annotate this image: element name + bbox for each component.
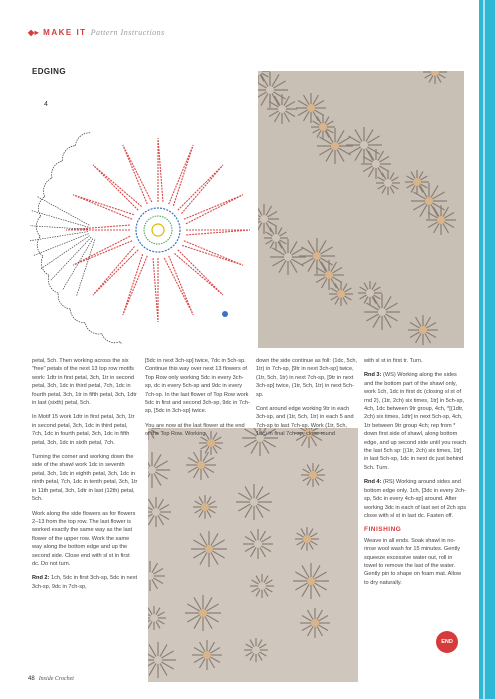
paragraph: Rnd 4: (RS) Working around sides and bottom edge only. 1ch, [3dc in every 2ch-sp, 5dc in every 4ch-sp] around. After working 3dc in each of last set of 2ch sps close with sl st in last dc. Fasten off. — [364, 479, 466, 519]
paragraph: petal, 5ch. Then working across the six "free" petals of the next 13 top row motifs work: 1dtr in first petal, 3ch, 1tr in second petal, 3ch, 1dc in third petal, 7ch, 1dc in fourth petal, 3ch, 1tr in fifth petal, 3ch, 1dtr in last (sixth) petal, 5ch. — [32, 358, 137, 407]
paragraph: with sl st in first tr. Turn. — [364, 358, 423, 364]
round-label: Rnd 3: — [364, 372, 382, 379]
text-column-1 — [32, 357, 138, 597]
publication-name: Inside Crochet — [38, 676, 74, 682]
paragraph: In Motif 15 work 1dtr in first petal, 3ch, 1tr in second petal, 3ch, 1dc in third petal, 7ch, 1dc in fourth petal, 3ch, 1dc in fifth petal, 3ch, 1dc in sixth petal, 7ch. — [32, 414, 135, 446]
text-column-3 — [256, 357, 359, 445]
paragraph: Turning the corner and working down the side of the shawl work 1dc in seventh petal, 3ch, 1dc in eighth petal, 3ch, 1dc in ninth petal, 7ch, 1dc in tenth petal, 3ch, 1tr in 11th petal, 3ch, 1dtr in last (12th) petal, 5ch. — [32, 454, 138, 503]
section-title: EDGING — [32, 67, 66, 76]
text-column-2 — [145, 357, 250, 445]
header-section-name: MAKE IT — [43, 28, 87, 37]
crochet-chart-diagram — [30, 82, 250, 344]
page-number: 48 — [28, 676, 35, 682]
header-subtitle: Pattern Instructions — [90, 28, 165, 37]
section-header — [28, 28, 165, 37]
page-edge-stripe — [479, 0, 495, 699]
paragraph: Rnd 3: (WS) Working along the sides and the bottom part of the shawl only, work 1ch, 1dc in first dc (closing sl st of rnd 2), (1tr, 2ch) six times, 1tr] in 5ch-sp, 4ch, 1dc between 9tr group, 4ch, *[(1dtr, 2ch) six times, 1dtr] in next 5ch-sp, 4ch, 1tr between 9tr group 4ch; rep from * down first side of shawl, along bottom edge, and up second side until you reach the last 5ch sp: [(1tr, 2ch) six times, 1tr] in last 5ch-sp, 1dc in next dc just behind 5ch. Turn. — [364, 372, 467, 471]
paragraph: Weave in all ends. Soak shawl in no-rinse wool wash for 15 minutes. Gently squeeze excessive water out, roll in towel to remove the last of the water. Gently pin to shape on foam mat. Allow to dry naturally. — [364, 537, 462, 586]
paragraph: down the side continue as foll: (1dc, 5ch, 1tr) in 7ch-sp, [9tr in next 3ch-sp] twice, (1tr, 5ch, 1tr) in next 7ch-sp, [9tr in next 3ch-sp] twice, (1tr, 5ch, 1tr) in next 5ch-sp. — [256, 358, 358, 398]
shawl-detail-photo — [148, 428, 358, 682]
paragraph: You are now at the last flower at the end of the Top Row. Working — [145, 422, 245, 438]
end-badge: END — [436, 631, 458, 653]
page-footer — [28, 676, 74, 682]
header-arrow-icon: ◆▸ — [28, 28, 40, 37]
finishing-heading: FINISHING — [364, 526, 402, 534]
paragraph: Cont around edge working 9tr in each 3ch-sp, and (1tr, 5ch, 1tr) in each 5 and 7ch-sp to last 7ch-sp. Work (1tr, 5ch, 1dc) in final 7ch-sp, close round — [256, 406, 354, 438]
paragraph: Rnd 2: 1ch, 5dc in first 3ch-sp, 5dc in next 3ch-sp, 9dc in 7ch-sp, — [32, 575, 138, 590]
paragraph: [5dc in next 3ch-sp] twice, 7dc in 5ch-sp. Continue this way over next 13 flowers of Top Row only working 5dc in every 3ch-sp, dc in every 5ch-sp and 9dc in every 7ch-sp. In the last flower of Top Row work 5dc in first and second 3ch-sp, 9dc in 7ch-sp, [5dc in 3ch-sp] twice. — [145, 358, 250, 415]
shawl-model-photo — [258, 71, 464, 348]
paragraph: Work along the side flowers as for flowers 2–13 from the top row. The last flower is worked exactly the same way as the last flower of the upper row. Work the same way along the bottom edge and up the second side. Close end with sl st in first dc. Do not turn. — [32, 510, 136, 567]
round-label: Rnd 2: — [32, 575, 50, 582]
round-label: Rnd 4: — [364, 479, 382, 486]
text-column-4 — [364, 357, 466, 593]
diagram-row-label: 4 — [44, 101, 48, 108]
